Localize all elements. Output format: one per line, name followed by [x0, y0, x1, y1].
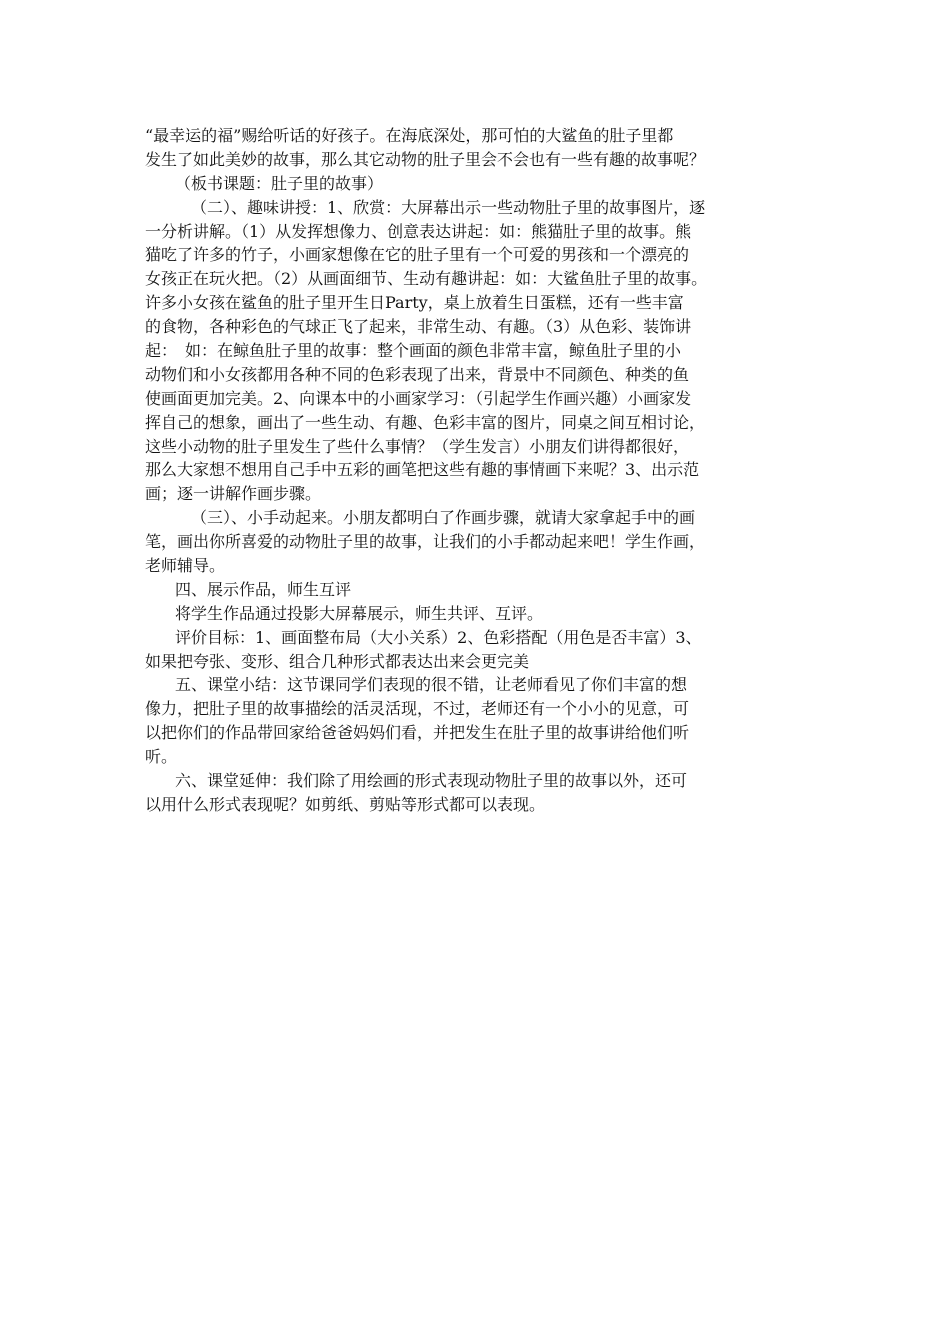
text-line: 以把你们的作品带回家给爸爸妈妈们看，并把发生在肚子里的故事讲给他们听 — [145, 723, 690, 743]
text-line: 将学生作品通过投影大屏幕展示，师生共评、互评。 — [175, 603, 544, 623]
text-line: 笔，画出你所喜爱的动物肚子里的故事，让我们的小手都动起来吧！学生作画， — [145, 532, 706, 552]
text-line: 四、展示作品，师生互评 — [175, 579, 352, 599]
text-line: “最幸运的福”赐给听话的好孩子。在海底深处，那可怕的大鲨鱼的肚子里都 — [145, 126, 674, 145]
text-line: 画；逐一讲解作画步骤。 — [145, 484, 322, 504]
text-line: 老师辅导。 — [145, 556, 226, 576]
text-line: 发生了如此美妙的故事，那么其它动物的肚子里会不会也有一些有趣的故事呢？ — [145, 149, 706, 169]
text-line: 如果把夸张、变形、组合几种形式都表达出来会更完美 — [145, 651, 530, 671]
text-line: （板书课题：肚子里的故事） — [175, 173, 384, 193]
text-line: 五、课堂小结：这节课同学们表现的很不错，让老师看见了你们丰富的想 — [175, 675, 688, 695]
text-line: 起： 如：在鲸鱼肚子里的故事：整个画面的颜色非常丰富，鲸鱼肚子里的小 — [145, 341, 682, 361]
text-line: 以用什么形式表现呢？如剪纸、剪贴等形式都可以表现。 — [145, 794, 546, 814]
document-body — [145, 124, 825, 817]
text-line: 评价目标：1、画面整布局（大小关系）2、色彩搭配（用色是否丰富）3、 — [175, 627, 702, 647]
text-line: 猫吃了许多的竹子，小画家想像在它的肚子里有一个可爱的男孩和一个漂亮的 — [145, 245, 690, 265]
text-line: 的食物，各种彩色的气球正飞了起来，非常生动、有趣。（3）从色彩、装饰讲 — [145, 317, 692, 337]
text-line: 听。 — [145, 747, 178, 767]
text-line: 六、课堂延伸：我们除了用绘画的形式表现动物肚子里的故事以外，还可 — [175, 771, 688, 791]
text-line: 许多小女孩在鲨鱼的肚子里开生日Party，桌上放着生日蛋糕，还有一些丰富 — [145, 293, 684, 313]
text-line: 那么大家想不想用自己手中五彩的画笔把这些有趣的事情画下来呢？3、出示范 — [145, 460, 700, 480]
text-line: 像力，把肚子里的故事描绘的活灵活现，不过，老师还有一个小小的见意，可 — [145, 699, 690, 719]
text-line: 女孩正在玩火把。（2）从画面细节、生动有趣讲起：如：大鲨鱼肚子里的故事。 — [145, 269, 708, 289]
text-line: 动物们和小女孩都用各种不同的色彩表现了出来，背景中不同颜色、种类的鱼 — [145, 364, 690, 384]
text-line: 挥自己的想象，画出了一些生动、有趣、色彩丰富的图片，同桌之间互相讨论， — [145, 412, 706, 432]
text-line: 这些小动物的肚子里发生了些什么事情？（学生发言）小朋友们讲得都很好， — [145, 436, 690, 456]
text-line: 一分析讲解。（1）从发挥想像力、创意表达讲起：如：熊猫肚子里的故事。熊 — [145, 221, 692, 241]
text-line: （三）、小手动起来。小朋友都明白了作画步骤，就请大家拿起手中的画 — [191, 508, 696, 528]
text-line: （二）、趣味讲授：1、欣赏：大屏幕出示一些动物肚子里的故事图片，逐 — [191, 197, 706, 217]
text-line: 使画面更加完美。2、向课本中的小画家学习：（引起学生作画兴趣）小画家发 — [145, 388, 692, 408]
